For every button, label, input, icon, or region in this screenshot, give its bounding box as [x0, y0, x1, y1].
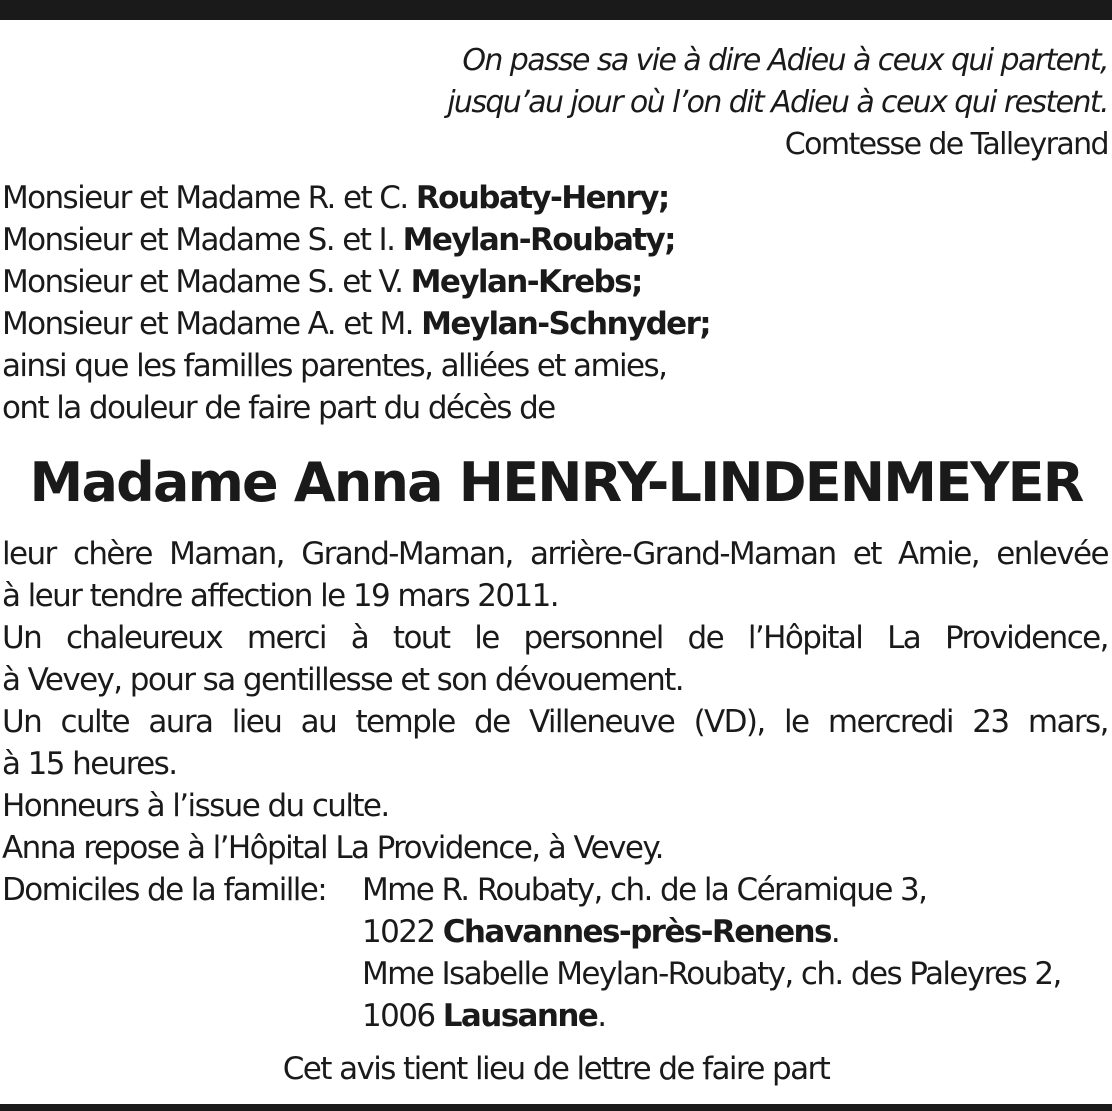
intro-line-2: ont la douleur de faire part du décès de: [2, 390, 555, 426]
word: enlevée: [996, 536, 1108, 572]
word: Providence,: [944, 620, 1108, 656]
epigraph-line-1: On passe sa vie à dire Adieu à ceux qui partent,: [462, 43, 1108, 78]
body-line: Anna repose à l’Hôpital La Providence, à Vevey.: [2, 830, 663, 866]
address-2-postcode: 1006: [362, 998, 443, 1034]
word: personnel: [523, 620, 663, 656]
address-1-postcode: 1022: [362, 914, 443, 950]
word: Grand-Maman,: [301, 536, 513, 572]
word: Amie,: [898, 536, 979, 572]
family-list: [2, 177, 710, 429]
address-1-end: .: [830, 914, 840, 950]
family-name: Meylan-Schnyder;: [421, 306, 711, 342]
body-line: à leur tendre affection le 19 mars 2011.: [2, 578, 559, 614]
top-rule: [0, 0, 1112, 20]
address-2-street: Mme Isabelle Meylan-Roubaty, ch. des Paleyres 2,: [362, 956, 1061, 992]
epigraph-line-2: jusqu’au jour où l’on dit Adieu à ceux qui restent.: [447, 85, 1108, 120]
word: Un: [2, 620, 42, 656]
address-2-city: Lausanne: [442, 998, 598, 1034]
family-line: [2, 303, 710, 345]
word: Villeneuve: [528, 704, 675, 740]
body-line: à Vevey, pour sa gentillesse et son dévouement.: [2, 662, 683, 698]
family-prefix: Monsieur et Madame R. et C.: [2, 180, 416, 216]
bottom-rule: [0, 1104, 1112, 1111]
domicile-row: [2, 869, 1108, 911]
word: et: [852, 536, 881, 572]
word: mars,: [1027, 704, 1108, 740]
word: La: [887, 620, 921, 656]
body-line: Honneurs à l’issue du culte.: [2, 788, 389, 824]
word: arrière-Grand-Maman: [529, 536, 836, 572]
domiciles-label: Domiciles de la famille:: [2, 872, 327, 908]
word: le: [474, 620, 499, 656]
word: lieu: [231, 704, 282, 740]
word: (VD),: [693, 704, 765, 740]
word: au: [300, 704, 337, 740]
address-1-city-line: [2, 911, 1108, 953]
word: de: [687, 620, 724, 656]
family-prefix: Monsieur et Madame S. et I.: [2, 222, 403, 258]
family-line: [2, 261, 710, 303]
word: chère: [72, 536, 152, 572]
address-1-city: Chavannes-près-Renens: [442, 914, 831, 950]
word: merci: [246, 620, 326, 656]
epigraph-author: Comtesse de Talleyrand: [784, 127, 1108, 162]
word: Maman,: [169, 536, 284, 572]
word: culte: [60, 704, 130, 740]
announcement-body: [2, 533, 1108, 1037]
word: leur: [2, 536, 56, 572]
family-prefix: Monsieur et Madame S. et V.: [2, 264, 411, 300]
family-line: [2, 219, 710, 261]
justified-line: [2, 533, 1108, 575]
family-line: [2, 177, 710, 219]
justified-line: [2, 701, 1108, 743]
family-prefix: Monsieur et Madame A. et M.: [2, 306, 422, 342]
word: le: [784, 704, 809, 740]
word: temple: [355, 704, 455, 740]
word: chaleureux: [65, 620, 223, 656]
word: à: [350, 620, 369, 656]
family-name: Meylan-Roubaty;: [402, 222, 675, 258]
body-line: à 15 heures.: [2, 746, 177, 782]
word: aura: [148, 704, 213, 740]
address-2-end: .: [597, 998, 606, 1034]
word: l’Hôpital: [747, 620, 863, 656]
justified-line: [2, 617, 1108, 659]
word: tout: [392, 620, 450, 656]
address-1-street: Mme R. Roubaty, ch. de la Céramique 3,: [362, 872, 927, 908]
footer-note: Cet avis tient lieu de lettre de faire part: [282, 1051, 830, 1087]
family-name: Roubaty-Henry;: [415, 180, 669, 216]
family-name: Meylan-Krebs;: [410, 264, 642, 300]
word: mercredi: [827, 704, 953, 740]
address-2-city-line: [2, 995, 1108, 1037]
deceased-name: Madame Anna HENRY-LINDENMEYER: [29, 451, 1083, 514]
word: de: [474, 704, 510, 740]
word: 23: [972, 704, 1009, 740]
word: Un: [2, 704, 42, 740]
intro-line-1: ainsi que les familles parentes, alliées et amies,: [2, 348, 667, 384]
epigraph: [447, 40, 1108, 166]
